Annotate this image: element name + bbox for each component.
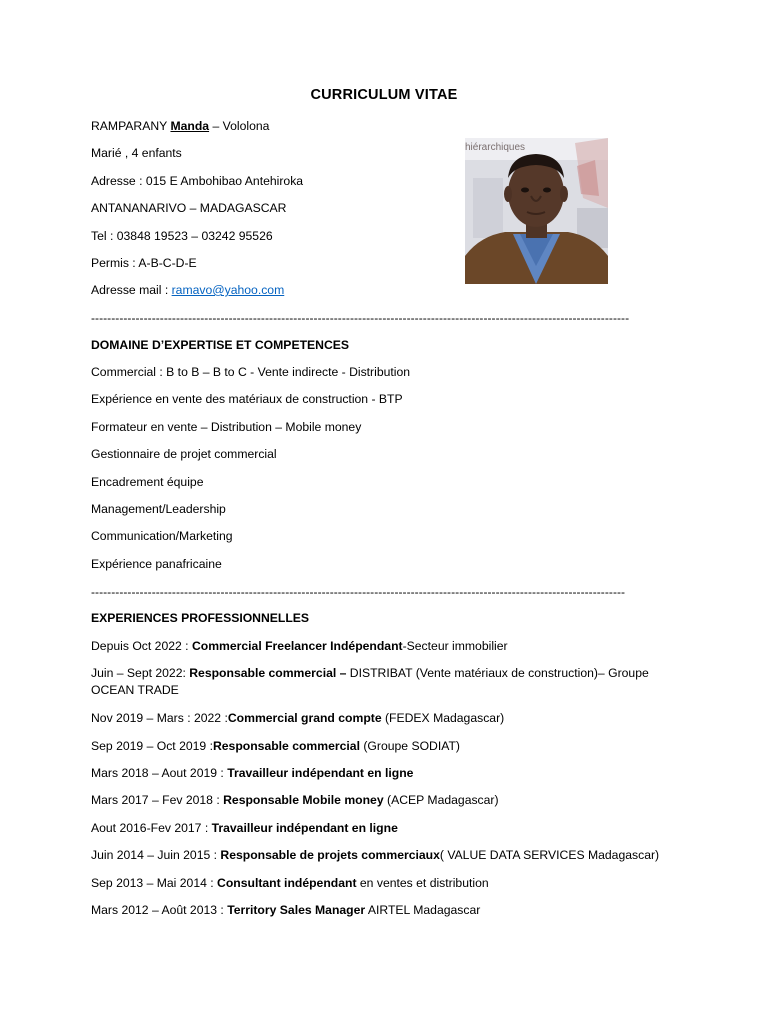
experience-item [91,792,499,808]
separator-line: ------------------------------------------------------------------------------------------------------------------------------------- [91,312,630,324]
photo-sign-text: hiérarchiques [465,142,526,153]
experience-period: Mars 2018 – Aout 2019 : [91,766,228,780]
family-status: Marié , 4 enfants [91,146,182,160]
driving-licence: Permis : A-B-C-D-E [91,256,197,270]
experience-role: Responsable commercial [212,739,360,753]
first-name: Manda [170,119,210,133]
experience-detail: (ACEP Madagascar) [383,793,499,807]
experience-period: Depuis Oct 2022 : [91,639,192,653]
last-name: RAMPARANY [91,119,168,133]
expertise-item: Communication/Marketing [91,529,233,543]
telephone: Tel : 03848 19523 – 03242 95526 [91,229,273,243]
experience-period: Juin 2014 – Juin 2015 : [91,848,221,862]
expertise-heading: DOMAINE D’EXPERTISE ET COMPETENCES [91,338,350,352]
experience-period: Sep 2019 – Oct 2019 : [91,739,213,753]
experience-role: Responsable commercial – [189,666,350,680]
experience-period: Aout 2016-Fev 2017 : [91,821,212,835]
name-separator: – [209,119,223,133]
experience-detail: AIRTEL Madagascar [365,903,481,917]
experience-role: Responsable de projets commerciaux [220,848,440,862]
other-name: Vololona [222,119,270,133]
experience-role: Territory Sales Manager [227,903,366,917]
expertise-item: Gestionnaire de projet commercial [91,447,277,461]
experience-period: Nov 2019 – Mars : 2022 : [91,711,228,725]
expertise-item: Commercial : B to B – B to C - Vente indirecte - Distribution [91,365,411,379]
experience-item [91,665,681,699]
address: Adresse : 015 E Ambohibao Antehiroka [91,174,304,188]
experience-role: Commercial Freelancer Indépendant [191,639,403,653]
expertise-item: Expérience en vente des matériaux de construction - BTP [91,392,403,406]
separator-line: ------------------------------------------------------------------------------------------------------------------------------------ [91,586,626,598]
experience-role: Travailleur indépendant en ligne [211,821,398,835]
email-link[interactable]: ramavo@yahoo.com [171,283,285,297]
experience-role: Travailleur indépendant en ligne [227,766,414,780]
experience-period: Mars 2017 – Fev 2018 : [91,793,224,807]
expertise-item: Encadrement équipe [91,475,204,489]
email-line [91,282,284,298]
experience-period: Mars 2012 – Août 2013 : [91,903,228,917]
experience-item [91,875,489,891]
expertise-item: Expérience panafricaine [91,557,222,571]
experience-detail: en ventes et distribution [356,876,489,890]
experience-role: Responsable Mobile money [223,793,384,807]
experience-detail: DISTRIBAT (Vente matériaux de construction)– Groupe OCEAN TRADE [91,666,649,697]
experience-item [91,847,659,863]
experience-detail: ( VALUE DATA SERVICES Madagascar) [439,848,660,862]
name-line [91,118,269,134]
experience-heading: EXPERIENCES PROFESSIONNELLES [91,611,310,625]
experience-item [91,902,480,918]
email-label: Adresse mail : [91,283,172,297]
experience-item [91,765,413,781]
experience-item [91,710,504,726]
experience-item [91,738,460,754]
experience-period: Sep 2013 – Mai 2014 : [91,876,218,890]
city: ANTANANARIVO – MADAGASCAR [91,201,287,215]
profile-photo [465,138,608,284]
expertise-item: Management/Leadership [91,502,226,516]
expertise-item: Formateur en vente – Distribution – Mobile money [91,420,362,434]
experience-detail: -Secteur immobilier [402,639,508,653]
experience-role: Consultant indépendant [217,876,357,890]
experience-item [91,820,398,836]
experience-period: Juin – Sept 2022: [91,666,190,680]
experience-detail: (FEDEX Madagascar) [381,711,505,725]
page-title: CURRICULUM VITAE [310,87,458,103]
experience-item [91,638,508,654]
experience-detail: (Groupe SODIAT) [359,739,460,753]
experience-role: Commercial grand compte [227,711,382,725]
